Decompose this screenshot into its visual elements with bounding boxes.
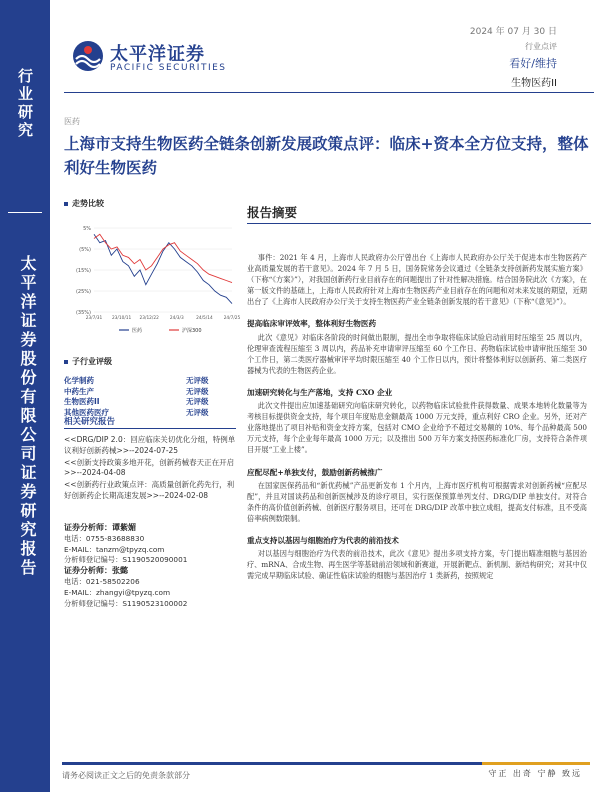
section-heading: 提高临床审评效率，整体利好生物医药 xyxy=(247,319,377,329)
x-tick-label: 23/10/11 xyxy=(111,316,132,321)
rating-row: 化学制药 无评级 xyxy=(64,376,209,385)
y-tick-label: (15%) xyxy=(75,268,91,274)
x-tick-label: 24/7/25 xyxy=(223,316,241,321)
analyst-cert: 分析师登记编号：S1190520090001 xyxy=(64,555,188,565)
y-tick-label: (5%) xyxy=(79,247,91,253)
section-heading: 重点支持以基因与细胞治疗为代表的前沿技术 xyxy=(247,535,399,545)
x-tick-label: 24/3/3 xyxy=(169,316,184,321)
analyst-email[interactable]: E-MAIL：zhangyi@tpyzq.com xyxy=(64,587,171,597)
section-paragraph: 对以基因与细胞治疗为代表的前沿技术，此次《意见》提出多项支持方案，专门提出瞄准细胞与基因治疗、mRNA、合成生物、再生医学等基础前沿领域和新赛道，开展新靶点、新机制、新结构研究；对其中仅需完成早期临床试验、确证性临床试验的细胞与基因治疗 1 类新药，按照规定 xyxy=(247,549,587,581)
sub-rating-heading: 子行业评级 xyxy=(64,356,112,367)
report-type: 行业点评 xyxy=(525,42,557,51)
related-divider xyxy=(64,428,236,429)
analyst-email[interactable]: E-MAIL：tanzm@tpyzq.com xyxy=(64,544,165,554)
x-tick-label: 24/5/14 xyxy=(196,316,213,321)
sidebar-bottom-label: 太平洋证券股份有限公司证券研究报告 xyxy=(18,255,37,578)
y-tick-label: 5% xyxy=(83,226,91,232)
logo-text: 太平洋证券 xyxy=(110,44,205,65)
analyst-info xyxy=(64,523,187,609)
footer-bar-gold xyxy=(482,762,590,765)
rating-row: 其他医药医疗 无评级 xyxy=(64,407,209,417)
analyst-name: 证券分析师：谭紫媚 xyxy=(64,523,136,532)
trend-heading: 走势比较 xyxy=(64,198,104,209)
sidebar-top-label: 行业研究 xyxy=(16,68,34,140)
y-tick-label: (35%) xyxy=(75,310,91,316)
legend-label: 医药 xyxy=(132,328,143,334)
section-paragraph: 此次文件提出应加速基础研究向临床研究转化，以药物临床试验批件获得数量、成果本地转化数量等为考核目标提供资金支持，每个项目年度贴息金额最高 1000 万元支持，重点利好 CRO 企业。另外，还对产业落地提出了项目补贴和资金支持方案，包括对 CMO 企业给予不超过交易额的 10%、每个品种最高 500 万元支持，每个企业每年最高 1000 万元；以及推出 500 万年方案支持医药标准化厂房，支持符合条件项目开展“工业上楼”。 xyxy=(247,401,587,455)
x-tick-label: 23/12/22 xyxy=(139,316,159,321)
legend-label: 沪深300 xyxy=(182,328,202,334)
section-paragraph: 在国家医保药品和“新优药械”产品更新发布 1 个月内，上海市医疗机构可根据需求对创新药械“应配尽配”，并且对国谈药品和创新医械涉及的诊疗项目，实行医保预算单列支付、DRG/DIP 单独支付。对符合条件的高价值创新药械、创新医疗服务项目，还可在 DRG/DIP 改革中独立成组，提高支付标准，且不受高倍率病例数限制。 xyxy=(247,480,587,523)
summary-divider xyxy=(247,223,591,224)
event-paragraph: 事件：2021 年 4 月，上海市人民政府办公厅曾出台《上海市人民政府办公厅关于促进本市生物医药产业高质量发展的若干意见》。2024 年 7 月 5 日，国务院常务会议通过《全链条支持创新药发展实施方案》（下称“《方案》”），对我国创新药行业目前存在的问题提出了针对性解决措施。结合国务院此次《方案》，在第一版文件的基础上，上海市人民政府针对上海市生物医药产业目前存在的问题和对未来发展的期望，近期出台了《上海市人民政府办公厅关于支持生物医药产业全链条创新发展的若干意见》（下称“《意见》”）。 xyxy=(247,253,587,307)
analyst-phone: 电话：021-58502206 xyxy=(64,576,140,586)
report-date: 2024 年 07 月 30 日 xyxy=(469,27,557,37)
footer-disclaimer: 请务必阅读正文之后的免责条款部分 xyxy=(62,771,190,780)
series-line-pharma xyxy=(94,234,232,303)
summary-heading-wrap xyxy=(247,203,591,221)
rating-row: 中药生产 无评级 xyxy=(64,386,209,396)
sidebar-divider xyxy=(8,212,42,213)
logo xyxy=(72,38,272,78)
section-heading: 应配尽配+单独支付，鼓励创新药械推广 xyxy=(247,467,383,477)
summary-body xyxy=(247,252,587,592)
footer-bar-blue xyxy=(62,762,482,765)
industry-rating: 看好/维持 xyxy=(509,57,557,70)
related-reports-list xyxy=(64,435,240,503)
related-report-link[interactable]: <<创新药行业政策点评：高质量创新化药先行，利好创新药企长期高速发展>>--2024-02-08 xyxy=(64,480,235,500)
y-tick-label: (25%) xyxy=(75,289,91,295)
summary-heading: 报告摘要 xyxy=(247,205,298,220)
related-report-link[interactable]: <<DRG/DIP 2.0：回应临床关切优化分组，特例单议利好创新药械>>--2024-07-25 xyxy=(64,435,236,455)
footer-motto: 守正 出奇 宁静 致远 xyxy=(488,769,582,778)
series-line-csi300 xyxy=(94,234,232,282)
x-tick-label: 23/7/31 xyxy=(85,316,103,321)
logo-mark-icon xyxy=(72,40,104,72)
rating-row: 生物医药II 无评级 xyxy=(64,397,209,406)
report-title: 上海市支持生物医药全链条创新发展政策点评：临床+资本全方位支持，整体利好生物医药 xyxy=(64,134,589,178)
trend-chart xyxy=(64,220,241,338)
sector-name: 生物医药II xyxy=(511,78,557,89)
analyst-name: 证券分析师：张懿 xyxy=(64,566,128,576)
analyst-cert: 分析师登记编号：S1190523100002 xyxy=(64,598,188,608)
related-report-link[interactable]: <<创新支持政策多地开花，创新药械春天正在开启>>--2024-04-08 xyxy=(64,457,235,478)
section-heading: 加速研究转化与生产落地，支持 CXO 企业 xyxy=(247,387,393,397)
logo-subtext: PACIFIC SECURITIES xyxy=(110,63,227,73)
sub-rating-table xyxy=(64,376,236,418)
sidebar xyxy=(0,0,50,792)
analyst-phone: 电话：0755-83688830 xyxy=(64,533,145,543)
related-reports-heading: 相关研究报告 xyxy=(64,417,116,427)
category-label: 医药 xyxy=(64,117,80,126)
section-paragraph: 此次《意见》对临床各阶段的时间做出限制，提出全市争取将临床试验启动前用时压缩至 25 周以内，伦理审查流程压缩至 3 周以内，药品补充申请审评压缩至 60 个工作日、药物临床试验申请审批压缩至 30 个工作日，第二类医疗器械审评平均时限压缩至 40 个工作日以内，预计将整体利好以创新药、第二类医疗器械为代表的生物医药企业。 xyxy=(247,332,587,375)
header-divider xyxy=(64,92,594,93)
